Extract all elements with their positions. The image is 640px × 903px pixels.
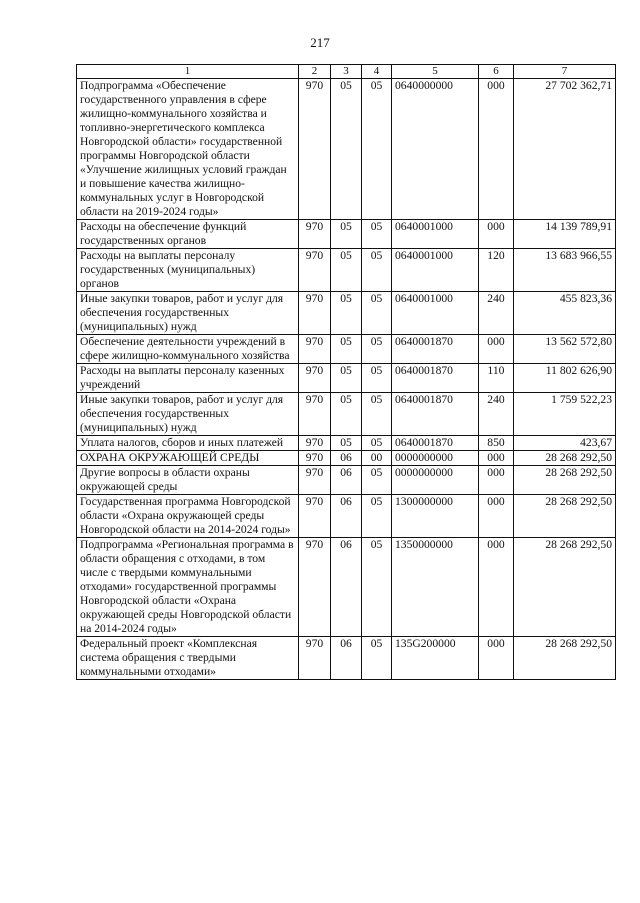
row-name: Обеспечение деятельности учреждений в сфере жилищно-коммунального хозяйства: [77, 335, 299, 364]
expense-type-code: 000: [479, 538, 514, 637]
target-code: 1300000000: [392, 495, 479, 538]
ministry-code: 970: [299, 436, 331, 451]
expense-type-code: 000: [479, 451, 514, 466]
target-code: 0640001870: [392, 436, 479, 451]
column-header: 6: [479, 65, 514, 79]
ministry-code: 970: [299, 451, 331, 466]
subsection-code: 05: [362, 79, 392, 220]
amount: 28 268 292,50: [514, 495, 616, 538]
section-code: 05: [331, 249, 362, 292]
budget-table: [76, 64, 616, 680]
section-code: 06: [331, 538, 362, 637]
header-row: [77, 65, 616, 79]
section-code: 06: [331, 637, 362, 680]
section-code: 05: [331, 335, 362, 364]
row-name: Другие вопросы в области охраны окружающей среды: [77, 466, 299, 495]
ministry-code: 970: [299, 79, 331, 220]
subsection-code: 00: [362, 451, 392, 466]
table-row: [77, 79, 616, 220]
section-code: 05: [331, 292, 362, 335]
row-name: Уплата налогов, сборов и иных платежей: [77, 436, 299, 451]
subsection-code: 05: [362, 637, 392, 680]
section-code: 05: [331, 436, 362, 451]
table-row: [77, 292, 616, 335]
column-header: 5: [392, 65, 479, 79]
table-row: [77, 393, 616, 436]
expense-type-code: 000: [479, 220, 514, 249]
target-code: 0640001870: [392, 364, 479, 393]
amount: 13 683 966,55: [514, 249, 616, 292]
amount: 1 759 522,23: [514, 393, 616, 436]
subsection-code: 05: [362, 335, 392, 364]
amount: 423,67: [514, 436, 616, 451]
row-name: ОХРАНА ОКРУЖАЮЩЕЙ СРЕДЫ: [77, 451, 299, 466]
ministry-code: 970: [299, 220, 331, 249]
target-code: 0640001000: [392, 292, 479, 335]
target-code: 0640001870: [392, 393, 479, 436]
table-row: [77, 249, 616, 292]
row-name: Расходы на выплаты персоналу казенных учреждений: [77, 364, 299, 393]
expense-type-code: 240: [479, 292, 514, 335]
expense-type-code: 000: [479, 79, 514, 220]
subsection-code: 05: [362, 466, 392, 495]
expense-type-code: 120: [479, 249, 514, 292]
table-row: [77, 451, 616, 466]
amount: 27 702 362,71: [514, 79, 616, 220]
subsection-code: 05: [362, 364, 392, 393]
amount: 28 268 292,50: [514, 451, 616, 466]
amount: 28 268 292,50: [514, 466, 616, 495]
section-code: 05: [331, 79, 362, 220]
amount: 455 823,36: [514, 292, 616, 335]
column-header: 4: [362, 65, 392, 79]
expense-type-code: 000: [479, 335, 514, 364]
section-code: 05: [331, 220, 362, 249]
target-code: 0640001870: [392, 335, 479, 364]
amount: 11 802 626,90: [514, 364, 616, 393]
table-row: [77, 436, 616, 451]
table-row: [77, 538, 616, 637]
expense-type-code: 110: [479, 364, 514, 393]
row-name: Иные закупки товаров, работ и услуг для обеспечения государственных (муниципальных) нужд: [77, 292, 299, 335]
ministry-code: 970: [299, 335, 331, 364]
column-header: 3: [331, 65, 362, 79]
ministry-code: 970: [299, 538, 331, 637]
column-header: 7: [514, 65, 616, 79]
ministry-code: 970: [299, 249, 331, 292]
page-number: 217: [310, 35, 330, 50]
row-name: Подпрограмма «Региональная программа в области обращения с отходами, в том числе с твердыми коммунальными отходами» государственной программы Новгородской области «Охрана окружающей среды Новгородской области на 2014-2024 годы»: [77, 538, 299, 637]
column-header: 1: [77, 65, 299, 79]
subsection-code: 05: [362, 393, 392, 436]
subsection-code: 05: [362, 292, 392, 335]
table-row: [77, 220, 616, 249]
row-name: Расходы на обеспечение функций государственных органов: [77, 220, 299, 249]
column-header: 2: [299, 65, 331, 79]
expense-type-code: 850: [479, 436, 514, 451]
section-code: 06: [331, 495, 362, 538]
target-code: 0640001000: [392, 220, 479, 249]
table-row: [77, 495, 616, 538]
section-code: 05: [331, 364, 362, 393]
target-code: 0000000000: [392, 451, 479, 466]
section-code: 06: [331, 466, 362, 495]
amount: 28 268 292,50: [514, 637, 616, 680]
row-name: Подпрограмма «Обеспечение государственного управления в сфере жилищно-коммунального хозяйства и топливно-энергетического комплекса Новгородской области» государственной программы Новгородской области «Улучшение жилищных условий граждан и повышение качества жилищно-коммунальных услуг в Новгородской области на 2019-2024 годы»: [77, 79, 299, 220]
subsection-code: 05: [362, 220, 392, 249]
subsection-code: 05: [362, 538, 392, 637]
expense-type-code: 000: [479, 637, 514, 680]
ministry-code: 970: [299, 364, 331, 393]
table-row: [77, 364, 616, 393]
target-code: 0640000000: [392, 79, 479, 220]
expense-type-code: 000: [479, 495, 514, 538]
row-name: Иные закупки товаров, работ и услуг для обеспечения государственных (муниципальных) нужд: [77, 393, 299, 436]
target-code: 1350000000: [392, 538, 479, 637]
subsection-code: 05: [362, 249, 392, 292]
subsection-code: 05: [362, 436, 392, 451]
target-code: 0000000000: [392, 466, 479, 495]
expense-type-code: 000: [479, 466, 514, 495]
table-row: [77, 335, 616, 364]
table-row: [77, 466, 616, 495]
row-name: Расходы на выплаты персоналу государственных (муниципальных) органов: [77, 249, 299, 292]
ministry-code: 970: [299, 495, 331, 538]
amount: 28 268 292,50: [514, 538, 616, 637]
target-code: 135G200000: [392, 637, 479, 680]
table-row: [77, 637, 616, 680]
target-code: 0640001000: [392, 249, 479, 292]
ministry-code: 970: [299, 292, 331, 335]
row-name: Федеральный проект «Комплексная система обращения с твердыми коммунальными отходами»: [77, 637, 299, 680]
subsection-code: 05: [362, 495, 392, 538]
ministry-code: 970: [299, 393, 331, 436]
section-code: 05: [331, 393, 362, 436]
expense-type-code: 240: [479, 393, 514, 436]
ministry-code: 970: [299, 637, 331, 680]
row-name: Государственная программа Новгородской области «Охрана окружающей среды Новгородской области на 2014-2024 годы»: [77, 495, 299, 538]
amount: 14 139 789,91: [514, 220, 616, 249]
section-code: 06: [331, 451, 362, 466]
amount: 13 562 572,80: [514, 335, 616, 364]
ministry-code: 970: [299, 466, 331, 495]
